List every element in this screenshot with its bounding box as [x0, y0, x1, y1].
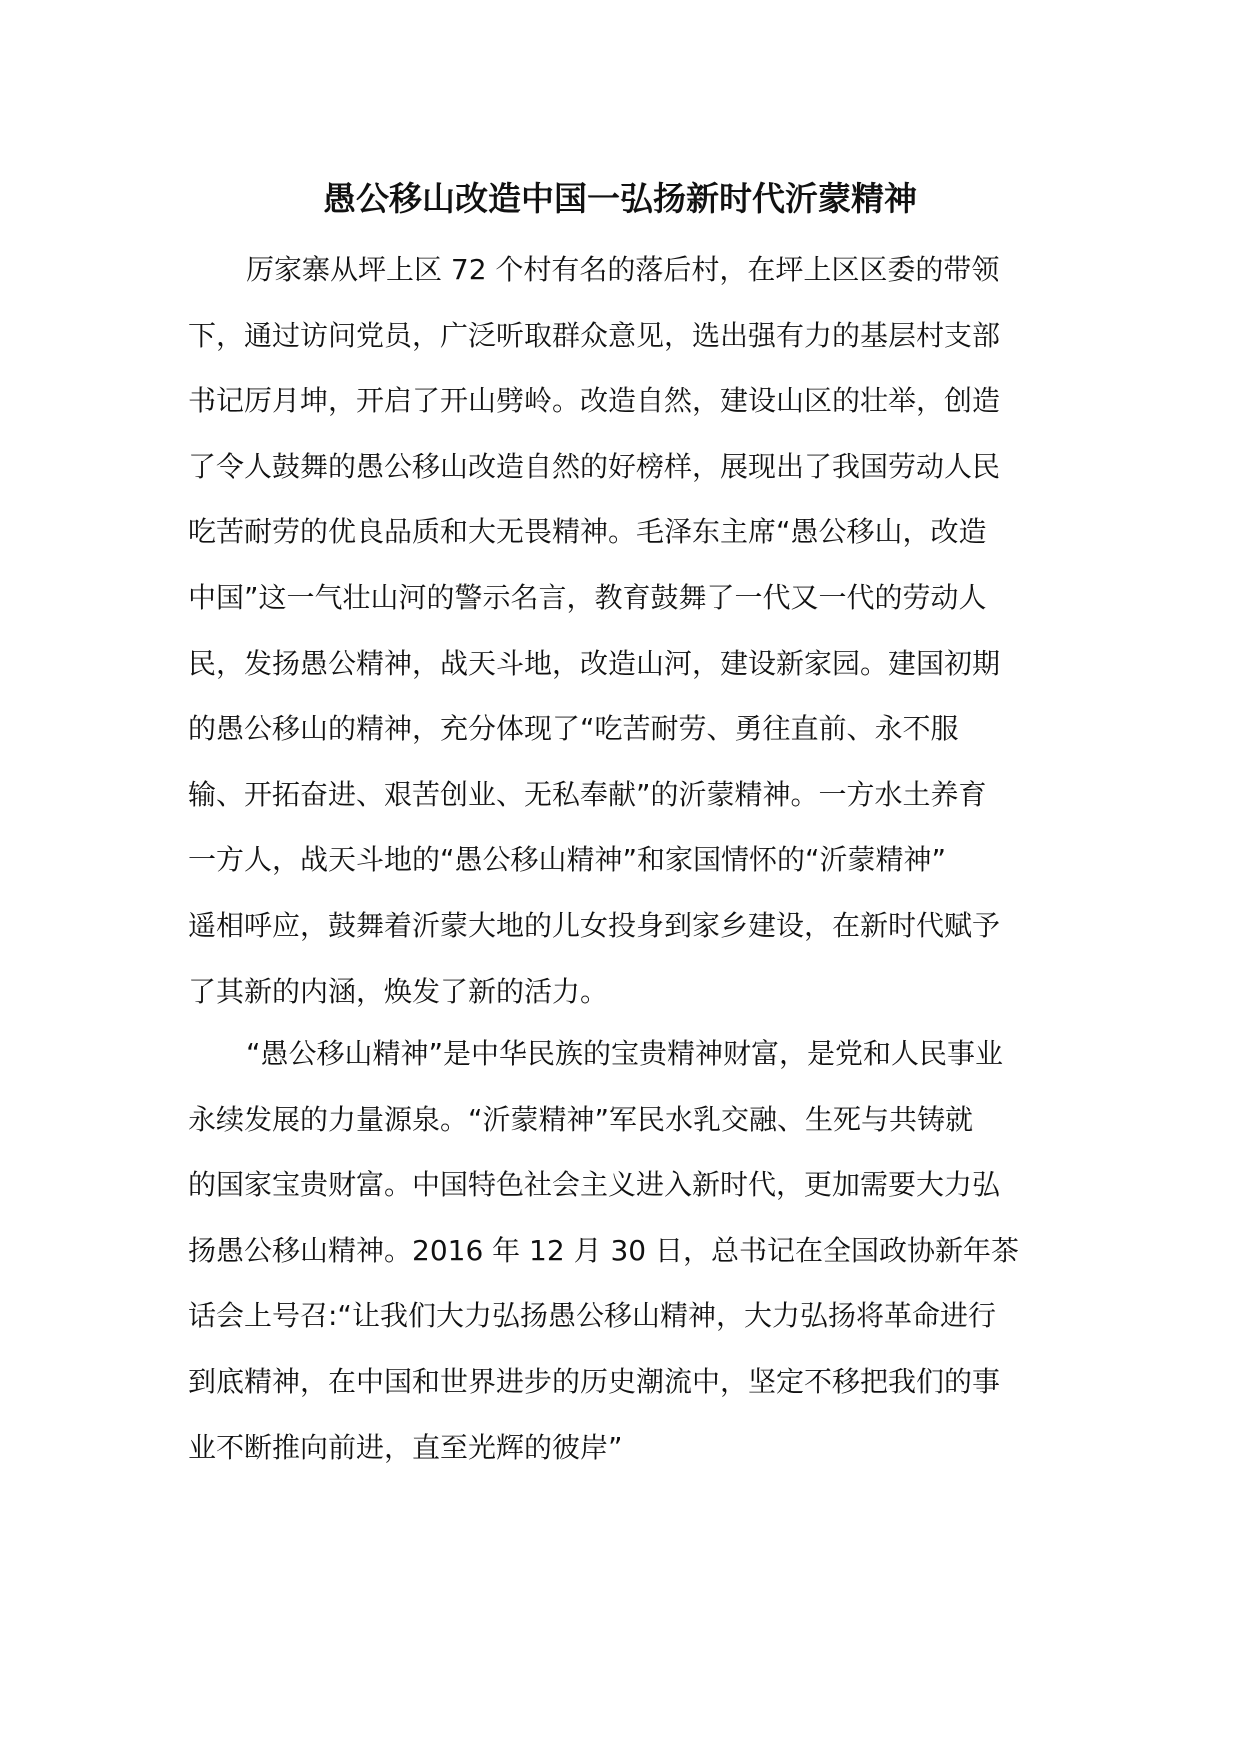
paragraph-2-line-1: “愚公移山精神”是中华民族的宝贵精神财富，是党和人民事业	[246, 1037, 1004, 1070]
paragraph-1-line-5: 吃苦耐劳的优良品质和大无畏精神。毛泽东主席“愚公移山，改造	[188, 515, 987, 549]
paragraph-1-line-3: 书记厉月坤，开启了开山劈岭。改造自然，建设山区的壮举，创造	[188, 384, 1001, 418]
paragraph-2-line-6: 到底精神，在中国和世界进步的历史潮流中，坚定不移把我们的事	[188, 1364, 1001, 1398]
paragraph-2-line-4: 扬愚公移山精神。2016 年 12 月 30 日，总书记在全国政协新年茶	[188, 1233, 1020, 1267]
paragraph-1-line-12: 了其新的内涵，焕发了新的活力。	[188, 974, 609, 1008]
paragraph-1	[188, 237, 1000, 1024]
paragraph-1-line-1: 厉家寨从坪上区 72 个村有名的落后村，在坪上区区委的带领	[246, 253, 1000, 286]
paragraph-1-line-6: 中国”这一气壮山河的警示名言，教育鼓舞了一代又一代的劳动人	[188, 580, 987, 614]
paragraph-2	[188, 1021, 1019, 1480]
paragraph-2-line-3: 的国家宝贵财富。中国特色社会主义进入新时代，更加需要大力弘	[188, 1168, 1001, 1202]
paragraph-1-line-8: 的愚公移山的精神，充分体现了“吃苦耐劳、勇往直前、永不服	[188, 712, 959, 746]
paragraph-1-line-11: 遥相呼应，鼓舞着沂蒙大地的儿女投身到家乡建设，在新时代赋予	[188, 908, 1001, 942]
paragraph-1-line-9: 输、开拓奋进、艰苦创业、无私奉献”的沂蒙精神。一方水土养育	[188, 777, 987, 811]
paragraph-2-line-2: 永续发展的力量源泉。“沂蒙精神”军民水乳交融、生死与共铸就	[188, 1102, 974, 1136]
paragraph-2-line-5: 话会上号召:“让我们大力弘扬愚公移山精神，大力弘扬将革命进行	[188, 1299, 996, 1333]
paragraph-1-line-7: 民，发扬愚公精神，战天斗地，改造山河，建设新家园。建国初期	[188, 646, 1001, 680]
paragraph-1-line-2: 下，通过访问党员，广泛听取群众意见，选出强有力的基层村支部	[188, 318, 1001, 352]
paragraph-1-line-4: 了令人鼓舞的愚公移山改造自然的好榜样，展现出了我国劳动人民	[188, 449, 1001, 483]
paragraph-2-line-7: 业不断推向前进，直至光辉的彼岸”	[188, 1430, 623, 1464]
document-title: 愚公移山改造中国一弘扬新时代沂蒙精神	[323, 179, 917, 218]
paragraph-1-line-10: 一方人，战天斗地的“愚公移山精神”和家国情怀的“沂蒙精神”	[188, 843, 947, 877]
